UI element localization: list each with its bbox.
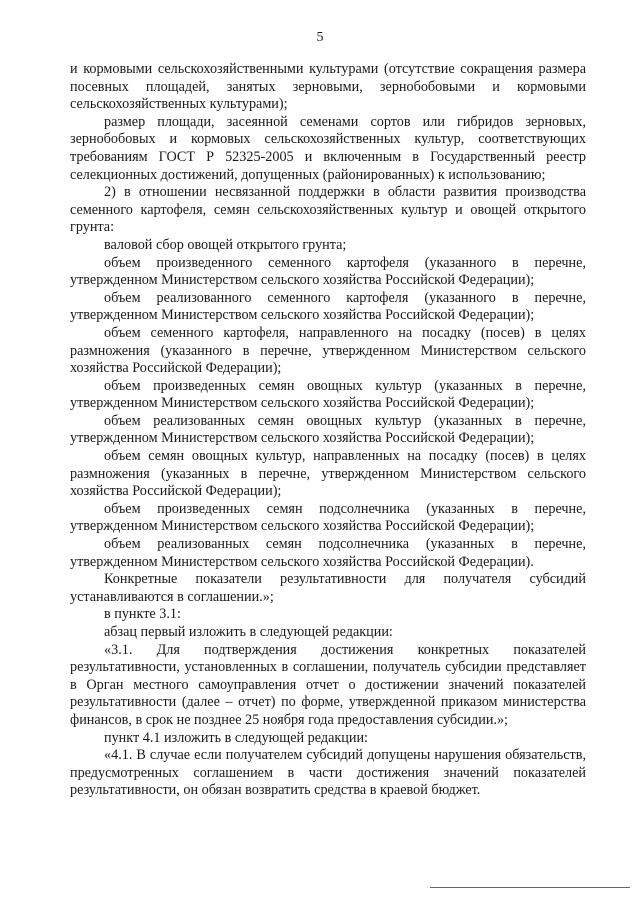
paragraph-specific-indicators: Конкретные показатели результативности для получателя субсидий устанавливаются в соглашении.»; xyxy=(70,571,586,605)
paragraph-planted-seed-potato: объем семенного картофеля, направленного на посадку (посев) в целях размножения (указанного в перечне, утвержденном Министерством сельского хозяйства Российской Федерации); xyxy=(70,324,586,377)
paragraph-produced-sunflower-seeds: объем произведенных семян подсолнечника (указанных в перечне, утвержденном Министерством сельского хозяйства Российской Федерации); xyxy=(70,500,586,535)
paragraph-produced-vegetable-seeds: объем произведенных семян овощных культур (указанных в перечне, утвержденном Министерством сельского хозяйства Российской Федерации); xyxy=(70,377,586,412)
paragraph-produced-seed-potato: объем произведенного семенного картофеля (указанного в перечне, утвержденном Министерством сельского хозяйства Российской Федерации); xyxy=(70,254,586,289)
paragraph-gross-harvest: валовой сбор овощей открытого грунта; xyxy=(104,236,347,253)
paragraph-in-clause-3-1: в пункте 3.1: xyxy=(104,606,181,623)
document-body xyxy=(70,61,586,800)
paragraph-clause-4-1-text: «4.1. В случае если получателем субсидий допущены нарушения обязательств, предусмотренных соглашением в части достижения значений показателей результативности, он обязан возвратить средства в краевой бюджет. xyxy=(70,747,586,799)
paragraph-planted-vegetable-seeds: объем семян овощных культур, направленных на посадку (посев) в целях размножения (указанных в перечне, утвержденном Министерством сельского хозяйства Российской Федерации); xyxy=(70,448,586,500)
paragraph-continuation: и кормовыми сельскохозяйственными культурами (отсутствие сокращения размера посевных площадей, занятых зерновыми, зернобобовыми и кормовыми сельскохозяйственных культурами); xyxy=(70,61,586,113)
paragraph-sold-vegetable-seeds: объем реализованных семян овощных культур (указанных в перечне, утвержденном Министерством сельского хозяйства Российской Федерации); xyxy=(70,412,586,447)
page-number: 5 xyxy=(316,30,324,45)
paragraph-sold-sunflower-seeds: объем реализованных семян подсолнечника (указанных в перечне, утвержденном Министерством сельского хозяйства Российской Федерации). xyxy=(70,536,586,570)
paragraph-clause-3-1-text: «3.1. Для подтверждения достижения конкретных показателей результативности, установленных в соглашении, получатель субсидии представляет в Орган местного самоуправления отчет о достижении значений показателей результативности (далее – отчет) по форме, утвержденной приказом министерства финансов, в срок не позднее 25 ноября года предоставления субсидии.»; xyxy=(70,641,586,728)
footer-rule xyxy=(430,887,630,888)
paragraph-item-2: 2) в отношении несвязанной поддержки в области развития производства семенного картофеля, семян сельскохозяйственных культур и овощей открытого грунта: xyxy=(70,184,586,236)
paragraph-clause-4-1-intro: пункт 4.1 изложить в следующей редакции: xyxy=(104,729,368,746)
paragraph-sold-seed-potato: объем реализованного семенного картофеля (указанного в перечне, утвержденном Министерством сельского хозяйства Российской Федерации); xyxy=(70,289,586,324)
paragraph-sown-area: размер площади, засеянной семенами сортов или гибридов зерновых, зернобобовых и кормовых сельскохозяйственных культур, соответствующих требованиям ГОСТ Р 52325-2005 и включенным в Государственный реестр селекционных достижений, допущенных (районированных) к использованию; xyxy=(70,113,586,183)
paragraph-first-subparagraph: абзац первый изложить в следующей редакции: xyxy=(104,624,393,640)
